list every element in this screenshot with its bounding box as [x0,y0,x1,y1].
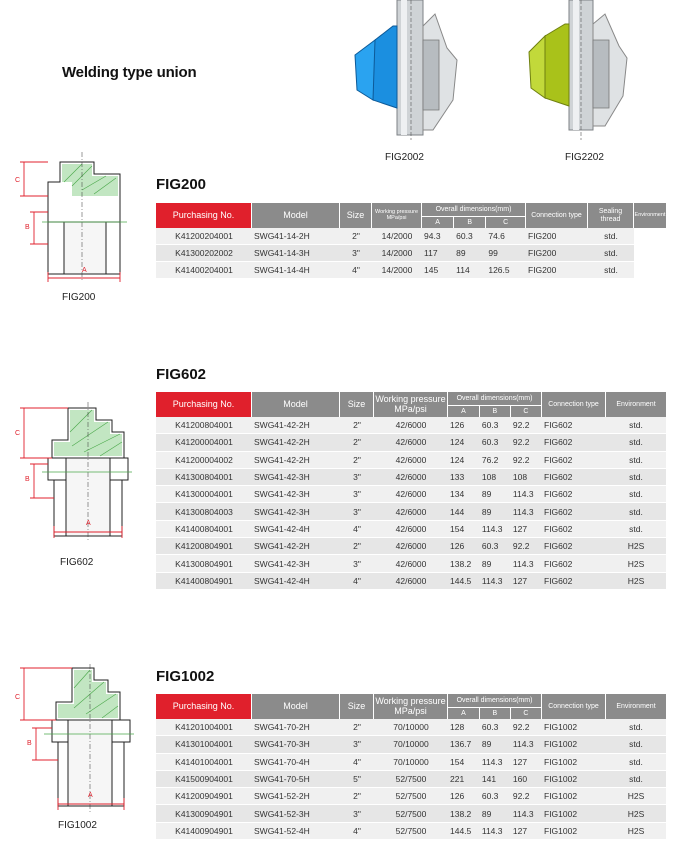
cell-dim-a: 144 [448,503,480,520]
cell-environment: std. [606,754,666,771]
cell-model: SWG41-42-3H [252,503,340,520]
cell-size: 2" [340,417,374,434]
cell-environment: std. [588,245,634,262]
table-row [156,788,666,805]
cell-connection-type: FIG602 [542,452,606,469]
header-overall-dimensions: Overall dimensions(mm) [448,392,542,405]
spec-table-fig1002 [156,694,666,840]
cell-size: 2" [340,538,374,555]
cell-size: 3" [340,805,374,822]
cell-purchasing-no: K41300804003 [156,503,252,520]
header-overall-dimensions: Overall dimensions(mm) [448,694,542,707]
cell-environment: H2S [606,788,666,805]
cell-model: SWG41-42-2H [252,434,340,451]
cell-size: 2" [340,228,372,245]
cell-model: SWG41-42-4H [252,573,340,590]
cell-working-pressure: 52/7500 [374,823,448,840]
cell-model: SWG41-52-4H [252,823,340,840]
table-row [156,555,666,572]
cell-dim-b: 89 [480,486,511,503]
spec-table-fig200 [156,203,666,279]
cell-connection-type: FIG602 [542,521,606,538]
header-overall-dimensions: Overall dimensions(mm) [422,203,526,216]
table-row [156,521,666,538]
cell-size: 2" [340,719,374,736]
table-row [156,262,666,279]
cell-connection-type: FIG1002 [542,736,606,753]
cell-dim-a: 154 [448,521,480,538]
cell-purchasing-no: K41400804901 [156,573,252,590]
cell-connection-type: FIG1002 [542,754,606,771]
cell-working-pressure: 42/6000 [374,555,448,572]
cell-dim-a: 138.2 [448,805,480,822]
cell-dim-a: 136.7 [448,736,480,753]
cell-environment: std. [606,521,666,538]
cell-working-pressure: 42/6000 [374,503,448,520]
cell-size: 5" [340,771,374,788]
cell-size: 4" [340,262,372,279]
cell-purchasing-no: K41200204001 [156,228,252,245]
cell-dim-a: 124 [448,452,480,469]
cell-connection-type: FIG1002 [542,719,606,736]
cell-environment: H2S [606,823,666,840]
cell-purchasing-no: K41400204001 [156,262,252,279]
cell-size: 4" [340,521,374,538]
cell-environment: std. [606,452,666,469]
cell-dim-b: 60.3 [480,434,511,451]
cell-dim-b: 89 [480,805,511,822]
cell-dim-c: 114.3 [511,736,542,753]
cell-size: 3" [340,736,374,753]
cell-dim-b: 60.3 [454,228,486,245]
header-dim-b: B [480,707,511,719]
cell-connection-type: FIG1002 [542,805,606,822]
cell-dim-a: 126 [448,538,480,555]
dim-label-b: B [25,476,30,483]
cell-model: SWG41-70-3H [252,736,340,753]
header-dim-c: C [511,405,542,417]
cell-dim-c: 114.3 [511,555,542,572]
dim-label-b: B [27,740,32,747]
section-title-fig1002: FIG1002 [156,668,215,685]
cell-purchasing-no: K41500904001 [156,771,252,788]
cell-connection-type: FIG1002 [542,788,606,805]
cell-connection-type: FIG602 [542,538,606,555]
cell-dim-a: 154 [448,754,480,771]
cell-dim-b: 60.3 [480,417,511,434]
table-row [156,417,666,434]
cell-dim-c: 127 [511,521,542,538]
header-size: Size [340,392,374,417]
cell-dim-a: 124 [448,434,480,451]
cell-working-pressure: 14/2000 [372,245,422,262]
cell-model: SWG41-42-2H [252,452,340,469]
cell-purchasing-no: K41300904901 [156,805,252,822]
cell-dim-b: 114 [454,262,486,279]
cell-model: SWG41-42-3H [252,469,340,486]
drawing-caption-fig602: FIG602 [60,557,94,568]
cell-connection-type: FIG1002 [542,771,606,788]
hero-caption-fig2202: FIG2202 [565,152,604,163]
cell-dim-c: 92.2 [511,538,542,555]
table-row [156,823,666,840]
table-row [156,538,666,555]
spec-table-fig602 [156,392,666,590]
drawing-caption-fig1002: FIG1002 [58,820,97,831]
table-row [156,719,666,736]
cell-dim-c: 126.5 [486,262,526,279]
cell-size: 3" [340,469,374,486]
section-title-fig602: FIG602 [156,366,207,383]
cell-working-pressure: 42/6000 [374,469,448,486]
header-working-pressure: Working pressure MPa/psi [372,203,422,228]
cell-dim-b: 114.3 [480,823,511,840]
cell-dim-b: 60.3 [480,538,511,555]
header-dim-a: A [422,216,454,228]
header-model: Model [252,203,340,228]
drawing-fig602 [12,402,142,542]
cell-dim-b: 114.3 [480,573,511,590]
cell-purchasing-no: K41200904901 [156,788,252,805]
cell-model: SWG41-42-3H [252,555,340,572]
table-row [156,228,666,245]
cell-working-pressure: 42/6000 [374,486,448,503]
cell-working-pressure: 52/7500 [374,805,448,822]
cell-dim-c: 114.3 [511,503,542,520]
cell-purchasing-no: K41301004001 [156,736,252,753]
header-dim-b: B [480,405,511,417]
header-working-pressure: Working pressure MPa/psi [374,694,448,719]
cell-dim-a: 221 [448,771,480,788]
cell-working-pressure: 14/2000 [372,228,422,245]
header-connection-type: Connection type [542,392,606,417]
table-row [156,452,666,469]
header-dim-a: A [448,707,480,719]
cell-model: SWG41-42-3H [252,486,340,503]
cell-working-pressure: 42/6000 [374,521,448,538]
dim-label-c: C [15,694,21,701]
cell-connection-type: FIG602 [542,555,606,572]
cell-environment: std. [606,434,666,451]
cell-purchasing-no: K41300202002 [156,245,252,262]
cell-working-pressure: 42/6000 [374,417,448,434]
dim-label-a: A [88,792,93,799]
cell-purchasing-no: K41300804901 [156,555,252,572]
cell-working-pressure: 42/6000 [374,573,448,590]
cell-size: 4" [340,754,374,771]
header-environment: Environment [606,694,666,719]
cell-environment: std. [606,469,666,486]
cell-dim-b: 60.3 [480,788,511,805]
header-size: Size [340,203,372,228]
cell-dim-b: 89 [480,503,511,520]
cell-purchasing-no: K41300804001 [156,469,252,486]
cell-dim-a: 145 [422,262,454,279]
cell-environment: std. [606,486,666,503]
table-row [156,771,666,788]
cell-environment: H2S [606,538,666,555]
header-model: Model [252,694,340,719]
cell-environment: std. [606,503,666,520]
cell-connection-type: FIG602 [542,469,606,486]
cell-dim-a: 117 [422,245,454,262]
dim-label-a: A [82,267,87,274]
cell-purchasing-no: K41200804901 [156,538,252,555]
cell-dim-c: 99 [486,245,526,262]
header-dim-b: B [454,216,486,228]
cell-working-pressure: 42/6000 [374,538,448,555]
cell-purchasing-no: K41200804001 [156,417,252,434]
cell-model: SWG41-14-3H [252,245,340,262]
cell-dim-a: 126 [448,788,480,805]
hero-image-fig2002 [335,0,475,140]
cell-dim-c: 74.6 [486,228,526,245]
drawing-fig200 [12,152,142,282]
header-size: Size [340,694,374,719]
cell-dim-c: 92.2 [511,417,542,434]
header-environment: Environment [634,203,666,228]
cell-dim-a: 138.2 [448,555,480,572]
cell-working-pressure: 42/6000 [374,434,448,451]
cell-dim-c: 127 [511,573,542,590]
cell-connection-type: FIG200 [526,262,588,279]
cell-dim-a: 94.3 [422,228,454,245]
cell-model: SWG41-42-2H [252,538,340,555]
table-row [156,736,666,753]
dim-label-a: A [86,520,91,527]
cell-purchasing-no: K41401004001 [156,754,252,771]
cell-environment: std. [606,719,666,736]
cell-dim-a: 126 [448,417,480,434]
cell-dim-b: 108 [480,469,511,486]
cell-size: 2" [340,452,374,469]
cell-model: SWG41-70-2H [252,719,340,736]
cell-environment: std. [606,771,666,788]
cell-dim-b: 89 [480,555,511,572]
header-dim-c: C [511,707,542,719]
cell-dim-c: 127 [511,823,542,840]
cell-dim-b: 141 [480,771,511,788]
cell-connection-type: FIG200 [526,245,588,262]
page-title: Welding type union [62,64,197,81]
header-dim-a: A [448,405,480,417]
table-row [156,486,666,503]
header-purchasing-no: Purchasing No. [156,203,252,228]
cell-purchasing-no: K41400904901 [156,823,252,840]
cell-connection-type: FIG602 [542,434,606,451]
cell-dim-b: 76.2 [480,452,511,469]
table-row [156,469,666,486]
cell-working-pressure: 70/10000 [374,736,448,753]
cell-dim-a: 133 [448,469,480,486]
cell-dim-c: 114.3 [511,805,542,822]
cell-dim-c: 114.3 [511,486,542,503]
table-row [156,245,666,262]
cell-size: 3" [340,555,374,572]
cell-connection-type: FIG602 [542,573,606,590]
cell-connection-type: FIG200 [526,228,588,245]
header-sealing-thread: Sealing thread [588,203,634,228]
hero-image-fig2202 [515,0,655,140]
cell-working-pressure: 52/7500 [374,788,448,805]
cell-dim-a: 134 [448,486,480,503]
cell-environment: std. [606,736,666,753]
cell-size: 4" [340,573,374,590]
cell-dim-c: 127 [511,754,542,771]
cell-working-pressure: 70/10000 [374,719,448,736]
drawing-fig1002 [12,664,142,814]
header-dim-c: C [486,216,526,228]
header-connection-type: Connection type [526,203,588,228]
cell-dim-c: 92.2 [511,434,542,451]
cell-dim-b: 60.3 [480,719,511,736]
cell-working-pressure: 52/7500 [374,771,448,788]
cell-connection-type: FIG1002 [542,823,606,840]
table-row [156,754,666,771]
cell-dim-c: 160 [511,771,542,788]
cell-model: SWG41-14-2H [252,228,340,245]
cell-environment: std. [588,228,634,245]
cell-purchasing-no: K41201004001 [156,719,252,736]
header-purchasing-no: Purchasing No. [156,392,252,417]
cell-dim-c: 92.2 [511,719,542,736]
cell-model: SWG41-42-4H [252,521,340,538]
cell-model: SWG41-70-4H [252,754,340,771]
header-purchasing-no: Purchasing No. [156,694,252,719]
cell-purchasing-no: K41300004001 [156,486,252,503]
cell-dim-b: 89 [454,245,486,262]
dim-label-b: B [25,224,30,231]
cell-size: 2" [340,434,374,451]
cell-connection-type: FIG602 [542,486,606,503]
hero-caption-fig2002: FIG2002 [385,152,424,163]
cell-model: SWG41-52-2H [252,788,340,805]
cell-environment: H2S [606,805,666,822]
cell-connection-type: FIG602 [542,417,606,434]
cell-working-pressure: 42/6000 [374,452,448,469]
cell-connection-type: FIG602 [542,503,606,520]
table-row [156,503,666,520]
table-row [156,805,666,822]
cell-working-pressure: 14/2000 [372,262,422,279]
table-row [156,573,666,590]
cell-dim-b: 114.3 [480,754,511,771]
cell-environment: H2S [606,555,666,572]
header-connection-type: Connection type [542,694,606,719]
cell-dim-b: 89 [480,736,511,753]
cell-dim-c: 108 [511,469,542,486]
cell-working-pressure: 70/10000 [374,754,448,771]
cell-size: 2" [340,788,374,805]
cell-size: 3" [340,486,374,503]
dim-label-c: C [15,177,21,184]
dim-label-c: C [15,430,21,437]
cell-purchasing-no: K41200004002 [156,452,252,469]
cell-dim-c: 92.2 [511,452,542,469]
cell-environment: std. [606,417,666,434]
cell-purchasing-no: K41200004001 [156,434,252,451]
cell-model: SWG41-70-5H [252,771,340,788]
cell-environment: H2S [606,573,666,590]
cell-size: 3" [340,245,372,262]
drawing-caption-fig200: FIG200 [62,292,96,303]
cell-model: SWG41-14-4H [252,262,340,279]
cell-environment: std. [588,262,634,279]
cell-dim-b: 114.3 [480,521,511,538]
header-environment: Environment [606,392,666,417]
cell-model: SWG41-52-3H [252,805,340,822]
table-row [156,434,666,451]
cell-model: SWG41-42-2H [252,417,340,434]
header-model: Model [252,392,340,417]
cell-dim-a: 144.5 [448,573,480,590]
cell-purchasing-no: K41400804001 [156,521,252,538]
cell-size: 4" [340,823,374,840]
cell-dim-a: 128 [448,719,480,736]
cell-dim-a: 144.5 [448,823,480,840]
cell-size: 3" [340,503,374,520]
header-working-pressure: Working pressure MPa/psi [374,392,448,417]
cell-dim-c: 92.2 [511,788,542,805]
section-title-fig200: FIG200 [156,176,207,193]
